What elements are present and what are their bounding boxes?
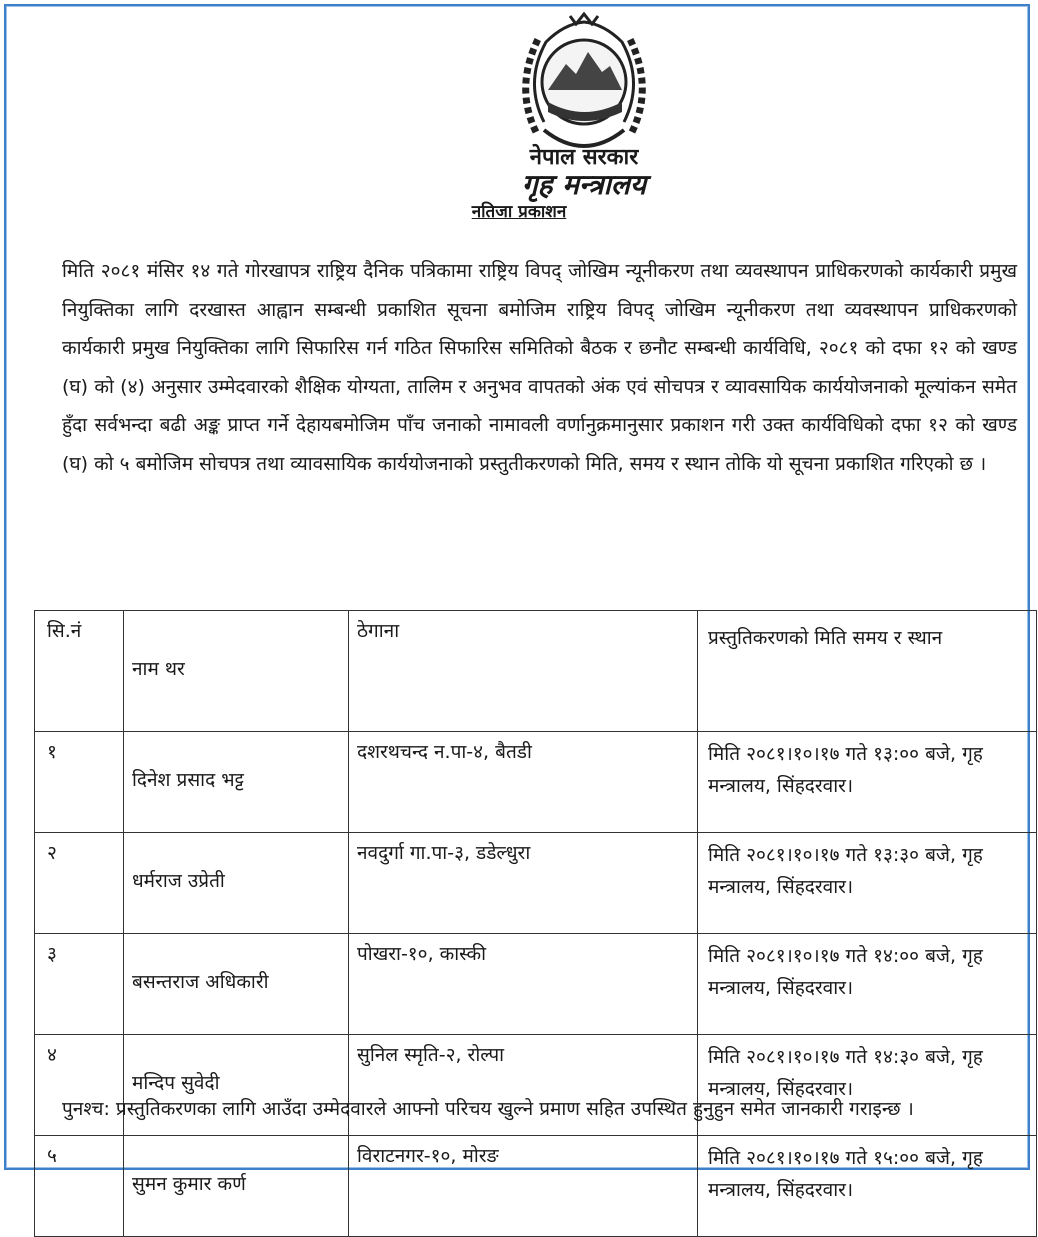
- row-schedule: मिति २०८१।१०।१७ गते १४:३० बजे, गृह मन्त्रालय, सिंहदरवार।: [698, 1035, 1037, 1136]
- row-address: नवदुर्गा गा.पा-३, डडेल्धुरा: [349, 833, 698, 934]
- row-name: धर्मराज उप्रेती: [124, 833, 349, 934]
- row-address: पोखरा-१०, कास्की: [349, 934, 698, 1035]
- row-name: सुमन कुमार कर्ण: [124, 1136, 349, 1237]
- table-row: [35, 732, 1037, 833]
- row-name: बसन्तराज अधिकारी: [124, 934, 349, 1035]
- row-schedule: मिति २०८१।१०।१७ गते १५:०० बजे, गृह मन्त्रालय, सिंहदरवार।: [698, 1136, 1037, 1237]
- row-name: दिनेश प्रसाद भट्ट: [124, 732, 349, 833]
- row-schedule: मिति २०८१।१०।१७ गते १३:३० बजे, गृह मन्त्रालय, सिंहदरवार।: [698, 833, 1037, 934]
- row-address: सुनिल स्मृति-२, रोल्पा: [349, 1035, 698, 1136]
- header-sn: सि.नं: [35, 611, 124, 732]
- notice-body: मिति २०८१ मंसिर १४ गते गोरखापत्र राष्ट्रिय दैनिक पत्रिकामा राष्ट्रिय विपद् जोखिम न्यूनीकरण तथा व्यवस्थापन प्राधिकरणको कार्यकारी प्रमुख नियुक्तिका लागि दरखास्त आह्वान सम्बन्धी प्रकाशित सूचना बमोजिम राष्ट्रिय विपद् जोखिम न्यूनीकरण तथा व्यवस्थापन प्राधिकरणको कार्यकारी प्रमुख नियुक्तिका लागि सिफारिस गर्न गठित सिफारिस समितिको बैठक र छनौट सम्बन्धी कार्यविधि, २०८१ को दफा १२ को खण्ड (घ) को (४) अनुसार उम्मेदवारको शैक्षिक योग्यता, तालिम र अनुभव वापतको अंक एवं सोचपत्र र व्यावसायिक कार्ययोजनाको मूल्यांकन समेत हुँदा सर्वभन्दा बढी अङ्क प्राप्त गर्ने देहायबमोजिम पाँच जनाको नामावली वर्णानुक्रमानुसार प्रकाशन गरी उक्त कार्यविधिको दफा १२ को खण्ड (घ) को ५ बमोजिम सोचपत्र तथा व्यावसायिक कार्ययोजनाको प्रस्तुतीकरणको मिति, समय र स्थान तोकि यो सूचना प्रकाशित गरिएको छ ।: [62, 260, 1017, 475]
- svg-text:गृह मन्त्रालय: गृह मन्त्रालय: [521, 168, 647, 201]
- row-address: विराटनगर-१०, मोरङ: [349, 1136, 698, 1237]
- row-sn: ३: [35, 934, 124, 1035]
- row-sn: ५: [35, 1136, 124, 1237]
- notice-page: [4, 4, 1030, 1201]
- table-row: [35, 1136, 1037, 1237]
- notice-title: नतिजा प्रकाशन: [471, 202, 567, 222]
- table-row: [35, 934, 1037, 1035]
- row-name: मन्दिप सुवेदी: [124, 1035, 349, 1136]
- row-schedule: मिति २०८१।१०।१७ गते १४:०० बजे, गृह मन्त्रालय, सिंहदरवार।: [698, 934, 1037, 1035]
- row-schedule: मिति २०८१।१०।१७ गते १३:०० बजे, गृह मन्त्रालय, सिंहदरवार।: [698, 732, 1037, 833]
- header-name: नाम थर: [124, 611, 349, 732]
- nepal-government-emblem-icon: [484, 12, 684, 202]
- row-sn: ४: [35, 1035, 124, 1136]
- svg-text:नेपाल सरकार: नेपाल सरकार: [529, 145, 639, 170]
- row-sn: २: [35, 833, 124, 934]
- candidate-table: [34, 610, 1037, 1237]
- postscript-note: पुनश्च: प्रस्तुतिकरणका लागि आउँदा उम्मेदवारले आफ्नो परिचय खुल्ने प्रमाण सहित उपस्थित हुनुहुन समेत जानकारी गराइन्छ ।: [62, 1098, 914, 1120]
- table-row: [35, 833, 1037, 934]
- row-sn: १: [35, 732, 124, 833]
- header-address: ठेगाना: [349, 611, 698, 732]
- header-schedule: प्रस्तुतिकरणको मिति समय र स्थान: [698, 611, 1037, 732]
- row-address: दशरथचन्द न.पा-४, बैतडी: [349, 732, 698, 833]
- table-header-row: [35, 611, 1037, 732]
